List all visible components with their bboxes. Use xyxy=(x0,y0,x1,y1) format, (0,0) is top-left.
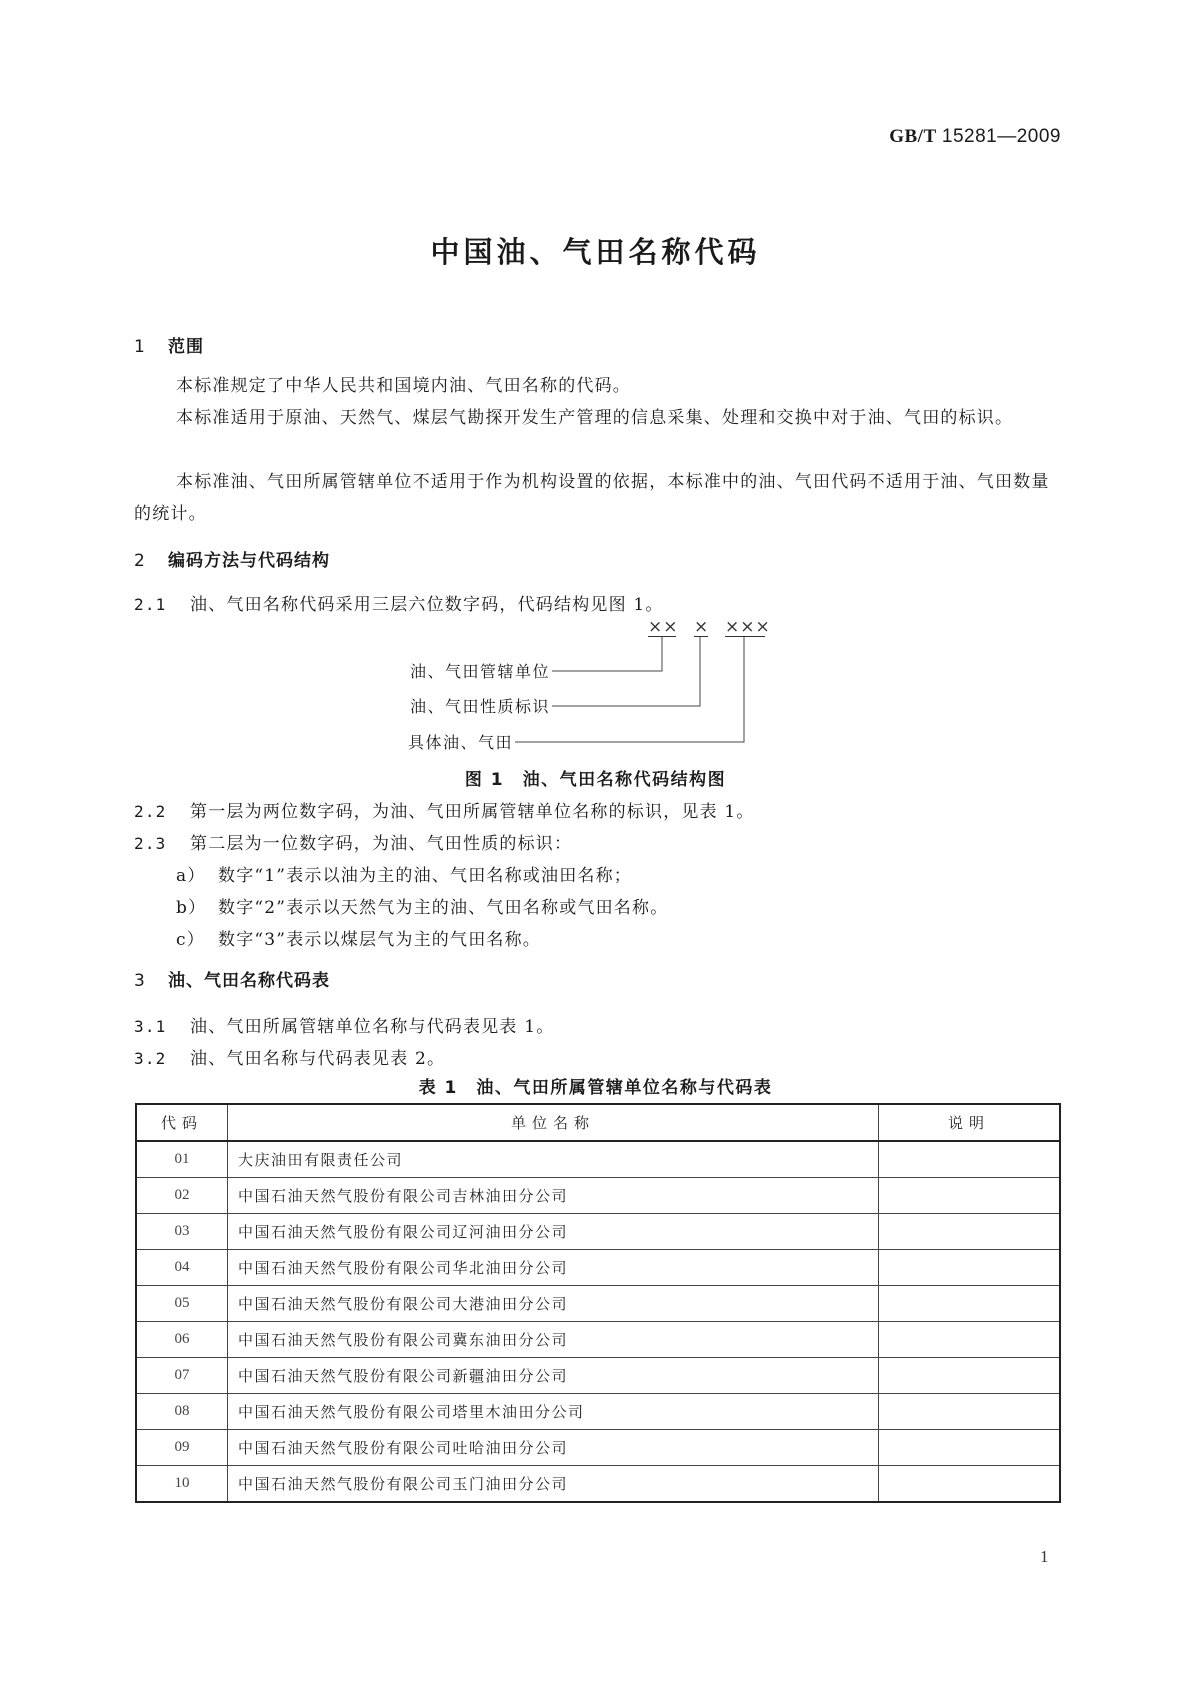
cell-code: 09 xyxy=(136,1430,228,1466)
figure-caption: 图 1 油、气田名称代码结构图 xyxy=(464,770,727,790)
section-1-para-2 xyxy=(134,402,1064,434)
header-code: 代码 xyxy=(136,1104,228,1141)
table-row xyxy=(136,1322,1060,1358)
section-1-heading xyxy=(134,332,204,357)
item-text: 数字“3”表示以煤层气为主的气田名称。 xyxy=(218,930,541,950)
cell-unit-name: 中国石油天然气股份有限公司冀东油田分公司 xyxy=(228,1322,879,1358)
cell-note xyxy=(879,1466,1061,1503)
label-unit: 油、气田管辖单位 xyxy=(409,662,550,681)
list-item-a xyxy=(176,861,632,886)
cell-note xyxy=(879,1286,1061,1322)
section-number: 2 xyxy=(134,551,146,571)
table-row xyxy=(136,1141,1060,1178)
clause-2-2 xyxy=(134,797,755,822)
table-row xyxy=(136,1358,1060,1394)
cell-unit-name: 中国石油天然气股份有限公司玉门油田分公司 xyxy=(228,1466,879,1503)
label-type: 油、气田性质标识 xyxy=(409,697,550,716)
section-1-para-3 xyxy=(134,466,1064,530)
cell-code: 03 xyxy=(136,1214,228,1250)
unit-code-table xyxy=(135,1103,1061,1503)
item-marker: a） xyxy=(176,866,206,886)
table-caption: 表 1 油、气田所属管辖单位名称与代码表 xyxy=(418,1078,773,1098)
cell-note xyxy=(879,1214,1061,1250)
mark-type-digit: × xyxy=(694,617,710,637)
clause-number: 3.1 xyxy=(134,1017,167,1036)
list-item-b xyxy=(176,893,668,918)
cell-note xyxy=(879,1394,1061,1430)
paragraph-text: 本标准适用于原油、天然气、煤层气勘探开发生产管理的信息采集、处理和交换中对于油、气田的标识。 xyxy=(176,408,1014,428)
item-text: 数字“2”表示以天然气为主的油、气田名称或气田名称。 xyxy=(218,898,669,918)
cell-code: 01 xyxy=(136,1141,228,1178)
section-1-para-1 xyxy=(134,370,1064,402)
table-row xyxy=(136,1250,1060,1286)
clause-text: 第二层为一位数字码，为油、气田性质的标识： xyxy=(190,834,573,854)
standard-prefix: GB/T xyxy=(889,126,937,147)
cell-code: 06 xyxy=(136,1322,228,1358)
header-unit-name: 单位名称 xyxy=(228,1104,879,1141)
clause-number: 3.2 xyxy=(134,1049,167,1068)
item-marker: c） xyxy=(176,930,205,950)
section-3-heading xyxy=(134,966,330,991)
cell-note xyxy=(879,1430,1061,1466)
section-number: 3 xyxy=(134,971,146,991)
document-title: 中国油、气田名称代码 xyxy=(430,235,761,269)
cell-unit-name: 中国石油天然气股份有限公司新疆油田分公司 xyxy=(228,1358,879,1394)
standard-number: 15281—2009 xyxy=(941,126,1061,147)
mark-unit-digits: ×× xyxy=(648,617,679,637)
paragraph-text: 本标准油、气田所属管辖单位不适用于作为机构设置的依据，本标准中的油、气田代码不适用于油、气田数量的统计。 xyxy=(134,472,1050,524)
item-marker: b） xyxy=(176,898,207,918)
standard-code xyxy=(889,126,1061,148)
clause-text: 油、气田名称与代码表见表 2。 xyxy=(190,1049,446,1069)
item-text: 数字“1”表示以油为主的油、气田名称或油田名称； xyxy=(218,866,632,886)
cell-note xyxy=(879,1358,1061,1394)
mark-field-digits: ××× xyxy=(725,617,771,637)
page-number: 1 xyxy=(1040,1547,1049,1566)
cell-note xyxy=(879,1250,1061,1286)
clause-text: 油、气田名称代码采用三层六位数字码，代码结构见图 1。 xyxy=(190,595,664,615)
table-row xyxy=(136,1394,1060,1430)
section-number: 1 xyxy=(134,337,146,357)
cell-note xyxy=(879,1178,1061,1214)
cell-code: 10 xyxy=(136,1466,228,1503)
cell-unit-name: 中国石油天然气股份有限公司辽河油田分公司 xyxy=(228,1214,879,1250)
header-note: 说明 xyxy=(879,1104,1061,1141)
cell-unit-name: 中国石油天然气股份有限公司吐哈油田分公司 xyxy=(228,1430,879,1466)
cell-unit-name: 中国石油天然气股份有限公司塔里木油田分公司 xyxy=(228,1394,879,1430)
table-row xyxy=(136,1286,1060,1322)
cell-unit-name: 中国石油天然气股份有限公司华北油田分公司 xyxy=(228,1250,879,1286)
paragraph-text: 本标准规定了中华人民共和国境内油、气田名称的代码。 xyxy=(176,376,631,396)
table-row xyxy=(136,1178,1060,1214)
clause-number: 2.3 xyxy=(134,834,167,853)
section-title: 范围 xyxy=(168,337,204,357)
cell-unit-name: 中国石油天然气股份有限公司大港油田分公司 xyxy=(228,1286,879,1322)
table-row xyxy=(136,1214,1060,1250)
clause-text: 油、气田所属管辖单位名称与代码表见表 1。 xyxy=(190,1017,555,1037)
clause-3-2 xyxy=(134,1044,445,1069)
cell-note xyxy=(879,1141,1061,1178)
cell-code: 08 xyxy=(136,1394,228,1430)
cell-unit-name: 中国石油天然气股份有限公司吉林油田分公司 xyxy=(228,1178,879,1214)
list-item-c xyxy=(176,925,541,950)
clause-text: 第一层为两位数字码，为油、气田所属管辖单位名称的标识，见表 1。 xyxy=(190,802,755,822)
cell-code: 05 xyxy=(136,1286,228,1322)
table-row xyxy=(136,1466,1060,1503)
cell-unit-name: 大庆油田有限责任公司 xyxy=(228,1141,879,1178)
cell-code: 02 xyxy=(136,1178,228,1214)
clause-2-1 xyxy=(134,590,664,615)
clause-number: 2.2 xyxy=(134,802,167,821)
clause-2-3 xyxy=(134,829,572,854)
cell-code: 07 xyxy=(136,1358,228,1394)
table-header-row xyxy=(136,1104,1060,1141)
section-2-heading xyxy=(134,546,330,571)
clause-3-1 xyxy=(134,1012,554,1037)
section-title: 油、气田名称代码表 xyxy=(168,971,330,991)
label-field: 具体油、气田 xyxy=(407,733,513,752)
clause-number: 2.1 xyxy=(134,595,167,614)
cell-code: 04 xyxy=(136,1250,228,1286)
cell-note xyxy=(879,1322,1061,1358)
section-title: 编码方法与代码结构 xyxy=(168,551,330,571)
table-row xyxy=(136,1430,1060,1466)
